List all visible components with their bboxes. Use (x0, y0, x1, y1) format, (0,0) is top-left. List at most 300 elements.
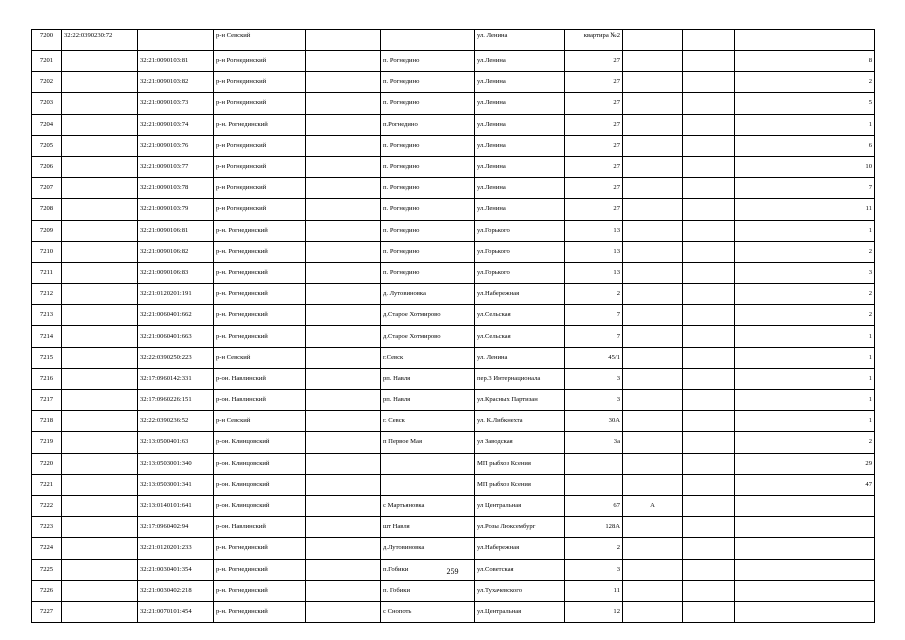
cadastral-number-b-cell: 32:21:0060401:662 (138, 305, 214, 326)
letter-cell (623, 262, 683, 283)
row-number-cell: 7217 (32, 390, 62, 411)
letter-cell: А (623, 495, 683, 516)
district-cell: р-н. Рогнединский (214, 326, 306, 347)
apartment-cell: 29 (735, 453, 875, 474)
row-number-cell: 7212 (32, 284, 62, 305)
letter-cell (623, 284, 683, 305)
empty-cell (683, 305, 735, 326)
house-number-cell: 13 (565, 262, 623, 283)
empty-cell (306, 411, 381, 432)
district-cell: р-н Севский (214, 347, 306, 368)
street-cell: МП рыбхоз Ксения (475, 453, 565, 474)
street-cell: ул.Розы Люксембург (475, 517, 565, 538)
apartment-cell: 3 (735, 262, 875, 283)
empty-cell (683, 220, 735, 241)
table-row (32, 199, 875, 220)
cadastral-number-b-cell: 32:21:0090106:83 (138, 262, 214, 283)
settlement-cell (381, 453, 475, 474)
house-number-cell: 3 (565, 368, 623, 389)
row-number-cell: 7205 (32, 135, 62, 156)
row-number-cell: 7214 (32, 326, 62, 347)
table-row (32, 220, 875, 241)
empty-cell (683, 156, 735, 177)
street-cell: ул.Тухачевского (475, 580, 565, 601)
row-number-cell: 7219 (32, 432, 62, 453)
apartment-cell: 2 (735, 432, 875, 453)
registry-table-body (32, 30, 875, 623)
cadastral-number-a-cell (62, 347, 138, 368)
row-number-cell: 7206 (32, 156, 62, 177)
cadastral-number-b-cell: 32:13:0500401:63 (138, 432, 214, 453)
letter-cell (623, 93, 683, 114)
house-number-cell: 3 (565, 559, 623, 580)
cadastral-number-b-cell: 32:21:0090106:81 (138, 220, 214, 241)
cadastral-number-a-cell (62, 432, 138, 453)
district-cell: р-он. Клинцовский (214, 432, 306, 453)
cadastral-number-b-cell (138, 30, 214, 51)
row-number-cell: 7215 (32, 347, 62, 368)
cadastral-number-a-cell (62, 284, 138, 305)
settlement-cell: п.Рогнедино (381, 114, 475, 135)
house-number-cell: 27 (565, 156, 623, 177)
cadastral-number-b-cell: 32:21:0090103:79 (138, 199, 214, 220)
settlement-cell: п. Рогнедино (381, 51, 475, 72)
row-number-cell: 7216 (32, 368, 62, 389)
settlement-cell: п. Рогнедино (381, 241, 475, 262)
apartment-cell: 5 (735, 93, 875, 114)
cadastral-number-a-cell (62, 411, 138, 432)
letter-cell (623, 156, 683, 177)
letter-cell (623, 305, 683, 326)
house-number-cell: 12 (565, 601, 623, 622)
district-cell: р-н. Рогнединский (214, 220, 306, 241)
letter-cell (623, 199, 683, 220)
empty-cell (683, 30, 735, 51)
empty-cell (306, 517, 381, 538)
district-cell: р-н Рогнединский (214, 93, 306, 114)
apartment-cell: 2 (735, 284, 875, 305)
cadastral-number-a-cell (62, 538, 138, 559)
street-cell: ул.Ленина (475, 72, 565, 93)
apartment-cell: 1 (735, 390, 875, 411)
letter-cell (623, 411, 683, 432)
row-number-cell: 7224 (32, 538, 62, 559)
table-row (32, 93, 875, 114)
table-row (32, 474, 875, 495)
letter-cell (623, 178, 683, 199)
empty-cell (306, 262, 381, 283)
street-cell: МП рыбхоз Ксения (475, 474, 565, 495)
empty-cell (306, 114, 381, 135)
district-cell: р-н. Рогнединский (214, 262, 306, 283)
district-cell: р-н Рогнединский (214, 178, 306, 199)
empty-cell (683, 347, 735, 368)
street-cell: ул.Ленина (475, 93, 565, 114)
house-number-cell: квартира №2 (565, 30, 623, 51)
house-number-cell: 27 (565, 199, 623, 220)
cadastral-number-b-cell: 32:21:0090106:82 (138, 241, 214, 262)
house-number-cell: 3 (565, 390, 623, 411)
cadastral-number-a-cell (62, 72, 138, 93)
street-cell: ул Центральная (475, 495, 565, 516)
settlement-cell: г. Севск (381, 411, 475, 432)
house-number-cell: 27 (565, 114, 623, 135)
settlement-cell: п. Рогнедино (381, 156, 475, 177)
street-cell: ул.Ленина (475, 156, 565, 177)
row-number-cell: 7203 (32, 93, 62, 114)
cadastral-number-b-cell: 32:21:0090103:82 (138, 72, 214, 93)
empty-cell (306, 453, 381, 474)
empty-cell (306, 347, 381, 368)
settlement-cell: п. Рогнедино (381, 220, 475, 241)
table-row (32, 601, 875, 622)
table-row (32, 390, 875, 411)
row-number-cell: 7223 (32, 517, 62, 538)
district-cell: р-он. Навлинский (214, 517, 306, 538)
cadastral-number-a-cell (62, 114, 138, 135)
apartment-cell: 8 (735, 51, 875, 72)
settlement-cell: д.Лутовиновка (381, 538, 475, 559)
letter-cell (623, 30, 683, 51)
street-cell: ул.Набережная (475, 284, 565, 305)
letter-cell (623, 114, 683, 135)
cadastral-number-b-cell: 32:21:0030401:354 (138, 559, 214, 580)
cadastral-number-a-cell (62, 156, 138, 177)
table-row (32, 156, 875, 177)
row-number-cell: 7213 (32, 305, 62, 326)
street-cell: ул. Ленина (475, 30, 565, 51)
empty-cell (306, 538, 381, 559)
district-cell: р-н Севский (214, 411, 306, 432)
apartment-cell: 1 (735, 347, 875, 368)
cadastral-number-b-cell: 32:21:0070101:454 (138, 601, 214, 622)
empty-cell (683, 411, 735, 432)
letter-cell (623, 241, 683, 262)
row-number-cell: 7225 (32, 559, 62, 580)
table-row (32, 305, 875, 326)
row-number-cell: 7226 (32, 580, 62, 601)
house-number-cell: 27 (565, 72, 623, 93)
cadastral-number-a-cell (62, 178, 138, 199)
letter-cell (623, 326, 683, 347)
cadastral-number-b-cell: 32:17:0960142:331 (138, 368, 214, 389)
apartment-cell (735, 30, 875, 51)
cadastral-number-a-cell (62, 220, 138, 241)
row-number-cell: 7209 (32, 220, 62, 241)
letter-cell (623, 474, 683, 495)
settlement-cell: п. Гобики (381, 580, 475, 601)
apartment-cell: 2 (735, 305, 875, 326)
apartment-cell: 11 (735, 199, 875, 220)
row-number-cell: 7207 (32, 178, 62, 199)
house-number-cell: 7 (565, 305, 623, 326)
cadastral-number-a-cell (62, 390, 138, 411)
empty-cell (306, 93, 381, 114)
table-row (32, 580, 875, 601)
house-number-cell: 13 (565, 220, 623, 241)
street-cell: ул.Ленина (475, 199, 565, 220)
house-number-cell: 67 (565, 495, 623, 516)
document-sheet (31, 29, 874, 623)
district-cell: р-н Рогнединский (214, 135, 306, 156)
cadastral-number-b-cell: 32:21:0030402:218 (138, 580, 214, 601)
house-number-cell (565, 474, 623, 495)
district-cell: р-н. Рогнединский (214, 241, 306, 262)
settlement-cell: д. Лутовиновка (381, 284, 475, 305)
settlement-cell: п. Рогнедино (381, 262, 475, 283)
settlement-cell: п. Рогнедино (381, 199, 475, 220)
empty-cell (683, 262, 735, 283)
empty-cell (683, 114, 735, 135)
cadastral-number-a-cell (62, 262, 138, 283)
apartment-cell: 1 (735, 368, 875, 389)
district-cell: р-н. Рогнединский (214, 580, 306, 601)
cadastral-number-b-cell: 32:17:0960226:151 (138, 390, 214, 411)
empty-cell (683, 453, 735, 474)
letter-cell (623, 453, 683, 474)
table-row (32, 72, 875, 93)
street-cell: ул.Горького (475, 262, 565, 283)
cadastral-number-a-cell (62, 135, 138, 156)
cadastral-number-a-cell (62, 241, 138, 262)
house-number-cell: 128А (565, 517, 623, 538)
cadastral-number-a-cell (62, 305, 138, 326)
empty-cell (306, 199, 381, 220)
apartment-cell (735, 580, 875, 601)
letter-cell (623, 72, 683, 93)
letter-cell (623, 432, 683, 453)
district-cell: р-н Рогнединский (214, 199, 306, 220)
empty-cell (683, 390, 735, 411)
letter-cell (623, 347, 683, 368)
cadastral-number-b-cell: 32:21:0120201:233 (138, 538, 214, 559)
empty-cell (306, 135, 381, 156)
house-number-cell: 27 (565, 178, 623, 199)
empty-cell (306, 495, 381, 516)
empty-cell (683, 72, 735, 93)
apartment-cell (735, 517, 875, 538)
district-cell: р-н. Рогнединский (214, 284, 306, 305)
letter-cell (623, 220, 683, 241)
row-number-cell: 7201 (32, 51, 62, 72)
empty-cell (683, 474, 735, 495)
empty-cell (683, 432, 735, 453)
street-cell: ул.Набережная (475, 538, 565, 559)
cadastral-number-b-cell: 32:21:0090103:76 (138, 135, 214, 156)
apartment-cell (735, 538, 875, 559)
table-row (32, 347, 875, 368)
apartment-cell: 1 (735, 220, 875, 241)
district-cell: р-он. Навлинский (214, 368, 306, 389)
cadastral-number-b-cell: 32:17:0960402:94 (138, 517, 214, 538)
house-number-cell: 27 (565, 51, 623, 72)
cadastral-number-b-cell: 32:13:0503001:341 (138, 474, 214, 495)
cadastral-number-a-cell (62, 495, 138, 516)
row-number-cell: 7200 (32, 30, 62, 51)
settlement-cell: п. Рогнедино (381, 135, 475, 156)
row-number-cell: 7218 (32, 411, 62, 432)
row-number-cell: 7208 (32, 199, 62, 220)
cadastral-number-b-cell: 32:22:0390250:223 (138, 347, 214, 368)
cadastral-number-b-cell: 32:21:0090103:73 (138, 93, 214, 114)
street-cell: ул.Сельская (475, 326, 565, 347)
street-cell: пер.3 Интернационала (475, 368, 565, 389)
settlement-cell: с Снопоть (381, 601, 475, 622)
apartment-cell: 1 (735, 411, 875, 432)
cadastral-number-a-cell (62, 580, 138, 601)
empty-cell (683, 517, 735, 538)
empty-cell (683, 368, 735, 389)
table-row (32, 368, 875, 389)
table-row (32, 114, 875, 135)
district-cell: р-н. Рогнединский (214, 559, 306, 580)
empty-cell (683, 51, 735, 72)
house-number-cell: 3а (565, 432, 623, 453)
settlement-cell: г.Севск (381, 347, 475, 368)
apartment-cell: 2 (735, 72, 875, 93)
apartment-cell: 6 (735, 135, 875, 156)
letter-cell (623, 517, 683, 538)
street-cell: ул.Советская (475, 559, 565, 580)
empty-cell (306, 156, 381, 177)
empty-cell (683, 538, 735, 559)
empty-cell (306, 241, 381, 262)
cadastral-number-a-cell (62, 51, 138, 72)
district-cell: р-н Рогнединский (214, 51, 306, 72)
street-cell: ул.Горького (475, 241, 565, 262)
empty-cell (683, 93, 735, 114)
page-number: 259 (446, 567, 459, 576)
cadastral-number-b-cell: 32:21:0090103:77 (138, 156, 214, 177)
letter-cell (623, 601, 683, 622)
empty-cell (683, 135, 735, 156)
district-cell: р-н Севский (214, 30, 306, 51)
table-row (32, 326, 875, 347)
letter-cell (623, 51, 683, 72)
apartment-cell: 7 (735, 178, 875, 199)
letter-cell (623, 538, 683, 559)
settlement-cell: с Мартьяновка (381, 495, 475, 516)
table-row (32, 241, 875, 262)
district-cell: р-н. Рогнединский (214, 114, 306, 135)
house-number-cell: 11 (565, 580, 623, 601)
table-row (32, 538, 875, 559)
apartment-cell: 47 (735, 474, 875, 495)
empty-cell (683, 199, 735, 220)
apartment-cell: 2 (735, 241, 875, 262)
street-cell: ул.Ленина (475, 178, 565, 199)
table-row (32, 30, 875, 51)
table-row (32, 495, 875, 516)
apartment-cell (735, 495, 875, 516)
empty-cell (683, 495, 735, 516)
street-cell: ул Заводская (475, 432, 565, 453)
street-cell: ул.Ленина (475, 114, 565, 135)
row-number-cell: 7221 (32, 474, 62, 495)
table-row (32, 432, 875, 453)
settlement-cell: п.Гобики (381, 559, 475, 580)
letter-cell (623, 580, 683, 601)
empty-cell (306, 72, 381, 93)
table-row (32, 135, 875, 156)
apartment-cell: 10 (735, 156, 875, 177)
empty-cell (306, 390, 381, 411)
district-cell: р-он. Навлинский (214, 390, 306, 411)
district-cell: р-н. Рогнединский (214, 305, 306, 326)
house-number-cell: 7 (565, 326, 623, 347)
street-cell: ул.Центральная (475, 601, 565, 622)
district-cell: р-н. Рогнединский (214, 601, 306, 622)
empty-cell (683, 580, 735, 601)
empty-cell (306, 284, 381, 305)
empty-cell (306, 368, 381, 389)
settlement-cell: п. Рогнедино (381, 93, 475, 114)
district-cell: р-он. Клинцовский (214, 474, 306, 495)
row-number-cell: 7222 (32, 495, 62, 516)
district-cell: р-н. Рогнединский (214, 538, 306, 559)
empty-cell (683, 241, 735, 262)
settlement-cell (381, 474, 475, 495)
empty-cell (306, 474, 381, 495)
house-number-cell (565, 453, 623, 474)
table-row (32, 411, 875, 432)
settlement-cell: рп. Навля (381, 390, 475, 411)
empty-cell (683, 284, 735, 305)
apartment-cell (735, 601, 875, 622)
table-row (32, 453, 875, 474)
empty-cell (683, 178, 735, 199)
cadastral-number-a-cell (62, 474, 138, 495)
table-row (32, 284, 875, 305)
cadastral-number-b-cell: 32:22:0390236:52 (138, 411, 214, 432)
empty-cell (306, 51, 381, 72)
settlement-cell: шт Навля (381, 517, 475, 538)
house-number-cell: 30А (565, 411, 623, 432)
street-cell: ул.Красных Партизан (475, 390, 565, 411)
house-number-cell: 27 (565, 93, 623, 114)
settlement-cell (381, 30, 475, 51)
house-number-cell: 2 (565, 284, 623, 305)
cadastral-number-a-cell (62, 517, 138, 538)
settlement-cell: д.Старое Хотмирово (381, 305, 475, 326)
row-number-cell: 7227 (32, 601, 62, 622)
cadastral-number-a-cell (62, 368, 138, 389)
letter-cell (623, 390, 683, 411)
row-number-cell: 7211 (32, 262, 62, 283)
house-number-cell: 45/1 (565, 347, 623, 368)
table-row (32, 178, 875, 199)
apartment-cell: 1 (735, 114, 875, 135)
house-number-cell: 13 (565, 241, 623, 262)
cadastral-number-a-cell: 32:22:0390230:72 (62, 30, 138, 51)
street-cell: ул.Горького (475, 220, 565, 241)
row-number-cell: 7202 (32, 72, 62, 93)
empty-cell (306, 432, 381, 453)
street-cell: ул.Ленина (475, 135, 565, 156)
cadastral-number-a-cell (62, 453, 138, 474)
empty-cell (306, 580, 381, 601)
cadastral-number-a-cell (62, 326, 138, 347)
empty-cell (306, 178, 381, 199)
row-number-cell: 7204 (32, 114, 62, 135)
house-number-cell: 27 (565, 135, 623, 156)
letter-cell (623, 135, 683, 156)
settlement-cell: п. Рогнедино (381, 178, 475, 199)
apartment-cell: 1 (735, 326, 875, 347)
street-cell: ул. К.Либкнехта (475, 411, 565, 432)
district-cell: р-н Рогнединский (214, 156, 306, 177)
empty-cell (306, 326, 381, 347)
